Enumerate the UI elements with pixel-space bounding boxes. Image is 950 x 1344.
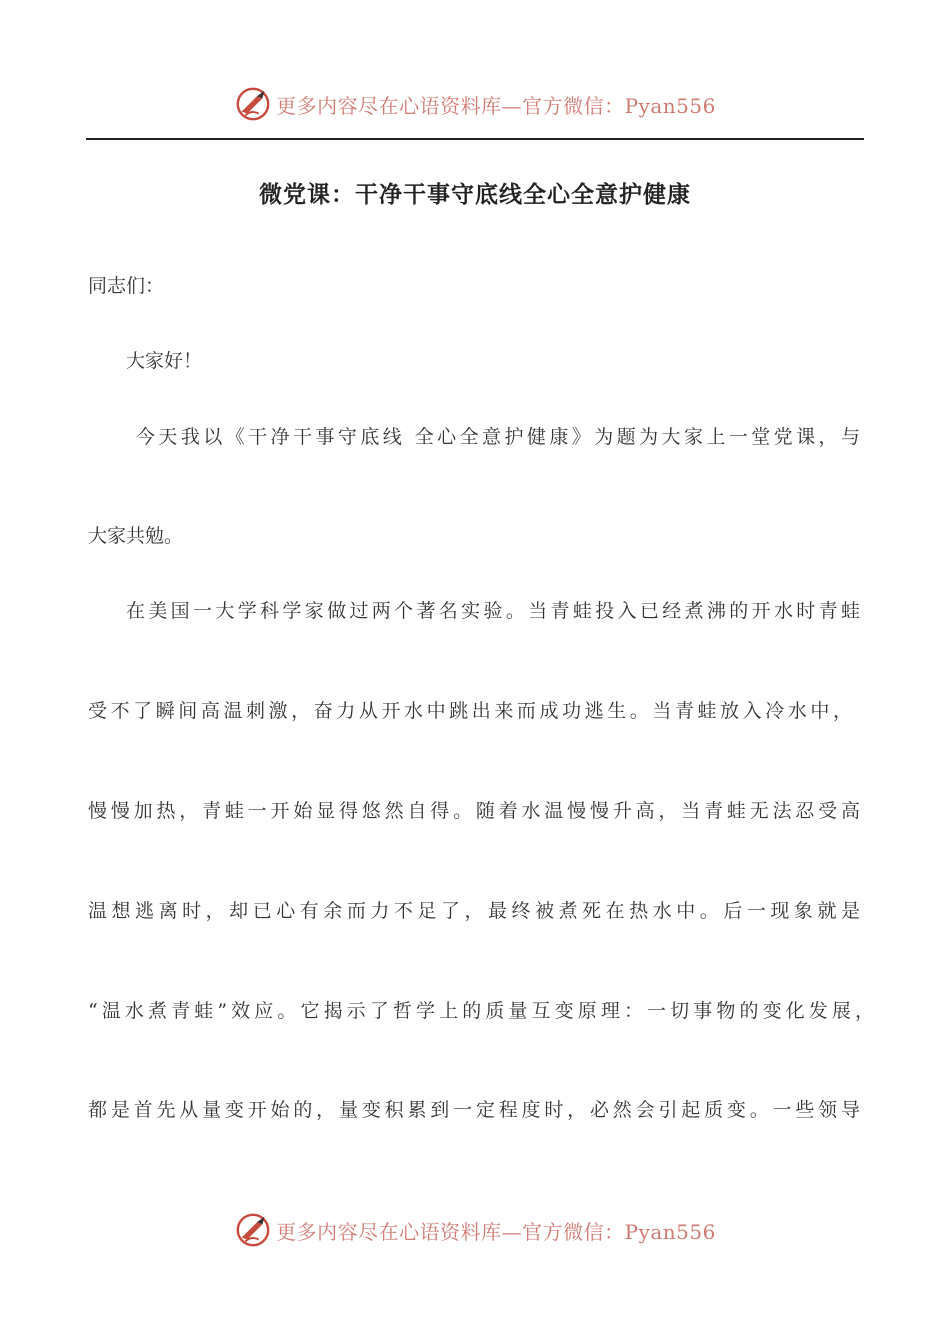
- document-title: 微党课：干净干事守底线全心全意护健康: [259, 181, 691, 208]
- body-line-5: 慢慢加热，青蛙一开始显得悠然自得。随着水温慢慢升高，当青蛙无法忍受高: [88, 800, 860, 822]
- footer-banner: [0, 1208, 950, 1252]
- pen-logo-icon: [234, 85, 272, 123]
- greeting: 大家好！: [126, 350, 203, 372]
- body-line-6: 温想逃离时，却已心有余而力不足了，最终被煮死在热水中。后一现象就是: [88, 900, 860, 922]
- header-banner-text: 更多内容尽在心语资料库—官方微信：Pyan556: [276, 93, 716, 118]
- body-line-8: 都是首先从量变开始的，量变积累到一定程度时，必然会引起质变。一些领导: [88, 1099, 860, 1121]
- pen-logo-icon: [234, 1211, 272, 1249]
- footer-banner-text: 更多内容尽在心语资料库—官方微信：Pyan556: [276, 1219, 716, 1244]
- salutation: 同志们：: [88, 275, 165, 297]
- header-divider: [86, 138, 864, 140]
- body-line-1: 今天我以《干净干事守底线 全心全意护健康》为题为大家上一堂党课，与: [136, 426, 860, 448]
- body-line-4: 受不了瞬间高温刺激，奋力从开水中跳出来而成功逃生。当青蛙放入冷水中，: [88, 700, 852, 722]
- body-line-2: 大家共勉。: [88, 525, 184, 547]
- header-banner: [0, 82, 950, 126]
- body-line-3: 在美国一大学科学家做过两个著名实验。当青蛙投入已经煮沸的开水时青蛙: [126, 600, 860, 622]
- body-line-7: “温水煮青蛙”效应。它揭示了哲学上的质量互变原理：一切事物的变化发展，: [88, 1000, 874, 1022]
